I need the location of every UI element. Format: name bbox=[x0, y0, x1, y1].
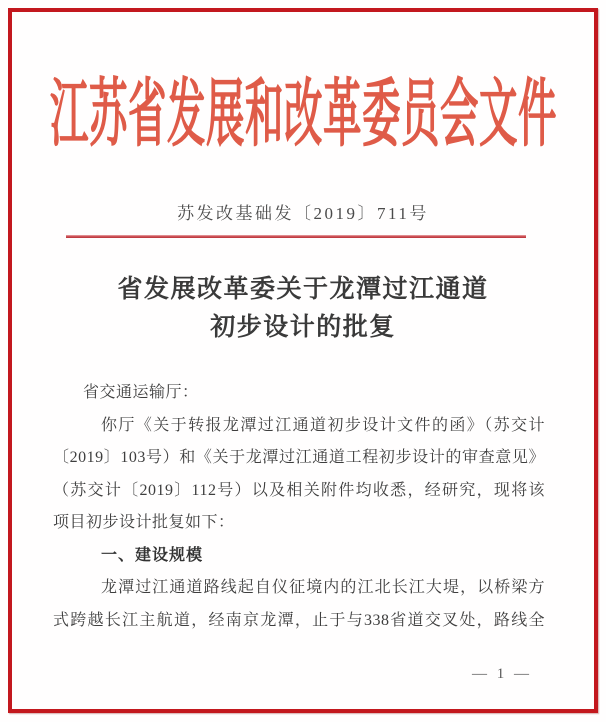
document-number: 苏发改基础发〔2019〕711号 bbox=[177, 204, 429, 223]
agency-header-title: 江苏省发展和改革委员会文件 bbox=[49, 74, 557, 156]
section-heading: 一、建设规模 bbox=[101, 546, 204, 564]
body-line: 〔2019〕103号）和《关于龙潭过江通道工程初步设计的审查意见》 bbox=[53, 449, 545, 466]
document-title-line2: 初步设计的批复 bbox=[210, 314, 396, 341]
salutation-line: 省交通运输厅： bbox=[83, 384, 199, 401]
body-line: 项目初步设计批复如下： bbox=[53, 514, 235, 531]
body-line: 式跨越长江主航道，经南京龙潭，止于与338省道交叉处，路线全 bbox=[53, 611, 545, 629]
body-line: 你厅《关于转报龙潭过江通道初步设计文件的函》（苏交计 bbox=[101, 416, 545, 434]
body-line: 龙潭过江通道路线起自仪征境内的江北长江大堤，以桥梁方 bbox=[101, 579, 545, 596]
document-title bbox=[12, 271, 594, 347]
document-title-line1: 省发展改革委关于龙潭过江通道 bbox=[117, 276, 489, 303]
body-line: （苏交计〔2019〕112号）以及相关附件均收悉，经研究，现将该 bbox=[53, 481, 545, 499]
red-separator-rule bbox=[66, 235, 526, 238]
page-number: — 1 — bbox=[472, 666, 532, 682]
document-body bbox=[12, 377, 594, 637]
agency-header bbox=[12, 64, 594, 156]
document-border-frame bbox=[8, 8, 598, 713]
